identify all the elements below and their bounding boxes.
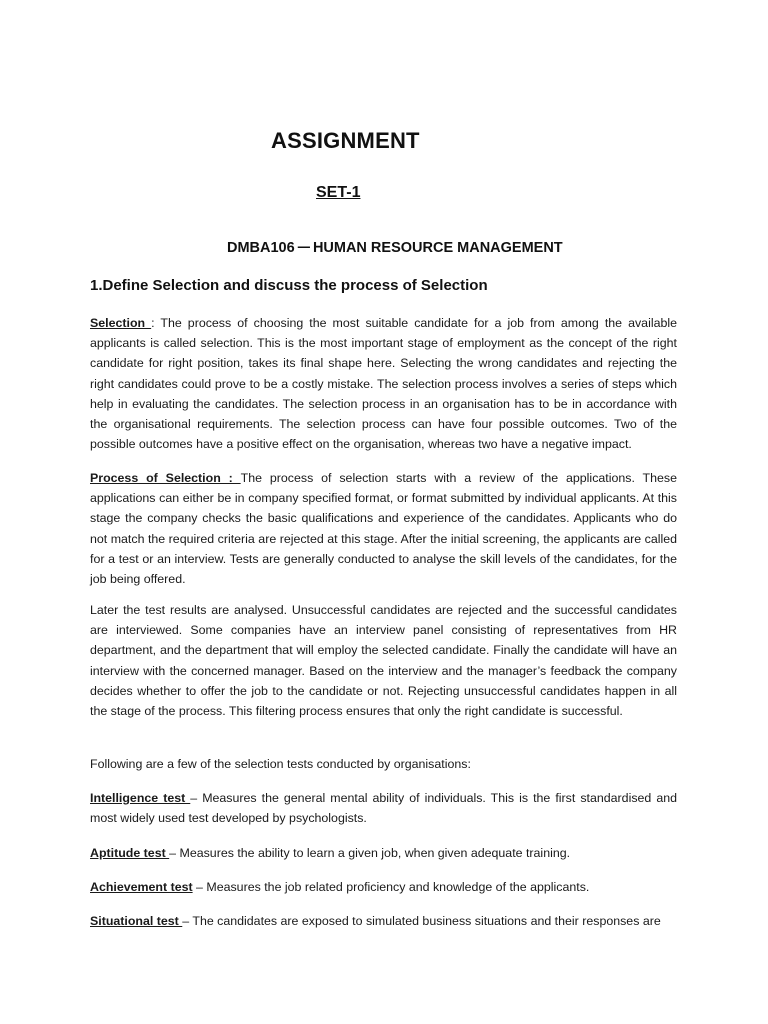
term-situational-test: Situational test: [90, 914, 183, 928]
term-process: Process of Selection :: [90, 471, 241, 485]
text-process: The process of selection starts with a review of the applications. These applications can either be in company specified format, or format submitted by individual applicants. At this stage the company checks the basic qualifications and experience of the candidates. Applicants who do not match the required criteria are rejected at this stage. After the initial screening, the applicants are called for a test or an interview. Tests are generally conducted to analyse the skill levels of the candidates, for the job being offered.: [90, 471, 677, 587]
question-heading: 1.Define Selection and discuss the process of Selection: [90, 277, 488, 294]
course-heading: [227, 233, 563, 259]
paragraph-later: Later the test results are analysed. Unsuccessful candidates are rejected and the successful candidates are interviewed. Some companies have an interview panel consisting of representatives from HR department, and the department that will employ the selected candidate. Finally the candidate will have an interview with the concerned manager. Based on the interview and the manager’s feedback the company decides whether to offer the job to the candidate or not. Rejecting unsuccessful candidates happen in all the stage of the process. This filtering process ensures that only the right candidate is successful.: [90, 603, 677, 719]
paragraph-selection: [90, 313, 677, 454]
paragraph-situational-test: [90, 911, 677, 931]
document-title: ASSIGNMENT: [271, 128, 420, 153]
term-achievement-test: Achievement test: [90, 880, 193, 894]
text-aptitude-test: – Measures the ability to learn a given job, when given adequate training.: [169, 846, 571, 860]
term-selection: Selection: [90, 316, 152, 330]
course-name: HUMAN RESOURCE MANAGEMENT: [312, 240, 563, 256]
course-code: DMBA106: [227, 240, 295, 256]
paragraph-process: [90, 468, 677, 589]
text-situational-test: – The candidates are exposed to simulated business situations and their responses are: [182, 914, 661, 928]
text-selection: : The process of choosing the most suitable candidate for a job from among the available applicants is called selection. This is the most important stage of employment as the concept of the right candidate for right position, takes its final shape here. Selecting the wrong candidates and rejecting the right candidates could prove to be a costly mistake. The selection process involves a series of steps which help in evaluating the candidates. The selection process in an organisation has to be in accordance with the organisational requirements. The selection process can have four possible outcomes. Two of the possible outcomes have a positive effect on the organisation, whereas two have a negative impact.: [90, 316, 677, 452]
text-intelligence-test: – Measures the general mental ability of individuals. This is the first standardised and most widely used test developed by psychologists.: [90, 791, 678, 826]
course-dash: –: [297, 233, 310, 258]
term-intelligence-test: Intelligence test: [90, 791, 191, 805]
paragraph-aptitude-test: [90, 843, 677, 863]
set-heading: SET-1: [316, 184, 361, 201]
paragraph-intelligence-test: [90, 788, 677, 828]
paragraph-achievement-test: [90, 877, 677, 897]
paragraph-following: Following are a few of the selection tests conducted by organisations:: [90, 757, 471, 771]
term-aptitude-test: Aptitude test: [90, 846, 170, 860]
text-achievement-test: – Measures the job related proficiency and knowledge of the applicants.: [192, 880, 590, 894]
